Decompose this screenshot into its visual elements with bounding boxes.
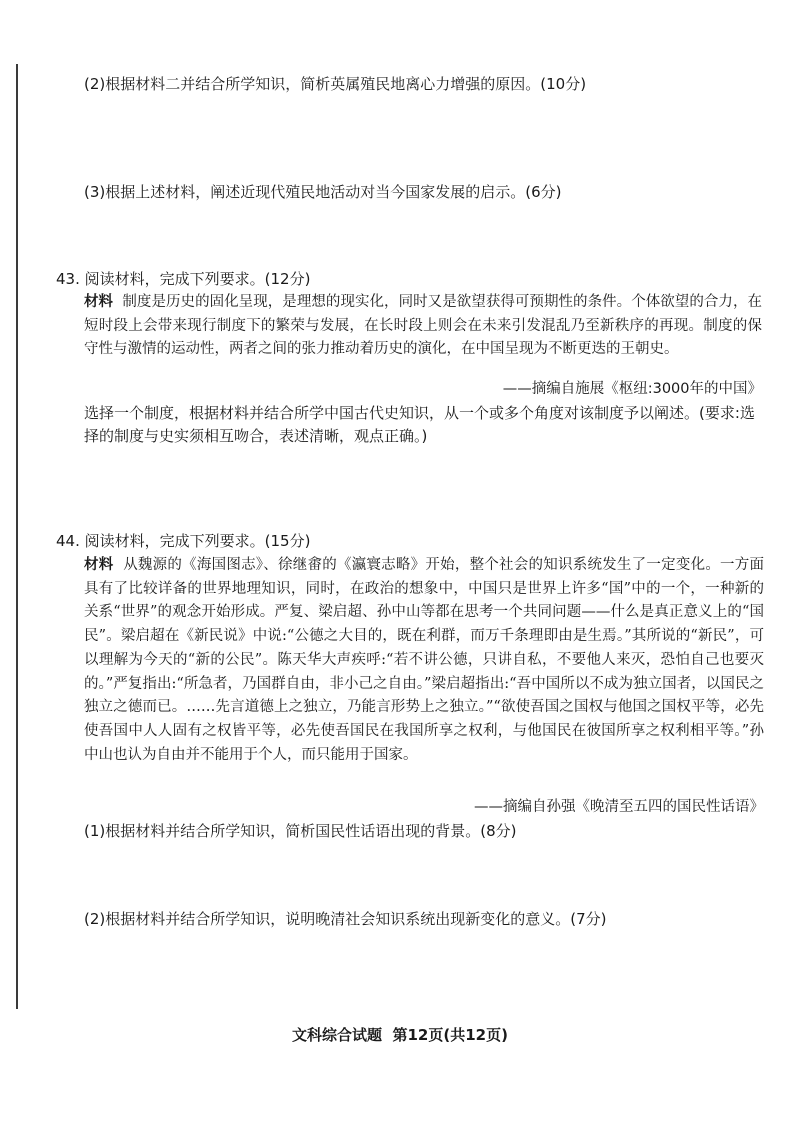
q44-material-label: 材料 xyxy=(84,557,114,573)
q43-material-label: 材料 xyxy=(84,294,114,310)
page-footer: 文科综合试题 第12页(共12页) xyxy=(292,1026,508,1044)
q42-sub2-prompt: (2)根据材料二并结合所学知识，简析英属殖民地离心力增强的原因。(10分) xyxy=(84,75,587,93)
q44-material xyxy=(84,554,764,767)
q43-task: 选择一个制度，根据材料并结合所学中国古代史知识，从一个或多个角度对该制度予以阐述。(要求:选择的制度与史实须相互吻合，表述清晰，观点正确。) xyxy=(84,404,755,445)
q42-sub3-prompt: (3)根据上述材料，阐述近现代殖民地活动对当今国家发展的启示。(6分) xyxy=(84,183,562,201)
q44-material-text: 从魏源的《海国图志》、徐继畬的《瀛寰志略》开始，整个社会的知识系统发生了一定变化。一方面具有了比较详备的世界地理知识，同时，在政治的想象中，中国只是世界上许多“国”中的一个，一种新的关系“世界”的观念开始形成。严复、梁启超、孙中山等都在思考一个共同问题——什么是真正意义上的“国民”。梁启超在《新民说》中说:“公德之大目的，既在利群，而万千条理即由是生焉。”其所说的“新民”，可以理解为今天的“新的公民”。陈天华大声疾呼:“若不讲公德，只讲自私，不要他人来灭，恐怕自己也要灭的。”严复指出:“所急者，乃国群自由，非小己之自由。”梁启超指出:“吾中国所以不成为独立国者，以国民之独立之德而已。……先言道德上之独立，乃能言形势上之独立。”“欲使吾国之国权与他国之国权平等，必先使吾国中人人固有之权皆平等，必先使吾国民在我国所享之权利，与他国民在彼国所享之权利相平等。”孙中山也认为自由并不能用于个人，而只能用于国家。 xyxy=(84,557,765,763)
q43-material xyxy=(84,291,762,362)
binding-margin-line xyxy=(16,64,18,1009)
q44-header: 44. 阅读材料，完成下列要求。(15分) xyxy=(56,532,311,550)
q43-header: 43. 阅读材料，完成下列要求。(12分) xyxy=(56,270,311,288)
q44-citation: ——摘编自孙强《晚清至五四的国民性话语》 xyxy=(474,799,764,815)
q44-sub2-prompt: (2)根据材料并结合所学知识，说明晚清社会知识系统出现新变化的意义。(7分) xyxy=(84,910,607,928)
q43-citation: ——摘编自施展《枢纽:3000年的中国》 xyxy=(502,381,762,397)
q44-sub1-prompt: (1)根据材料并结合所学知识，简析国民性话语出现的背景。(8分) xyxy=(84,822,517,840)
q43-material-text: 制度是历史的固化呈现，是理想的现实化，同时又是欲望获得可预期性的条件。个体欲望的合力，在短时段上会带来现行制度下的繁荣与发展，在长时段上则会在未来引发混乱乃至新秩序的再现。制度的保守性与激情的运动性，两者之间的张力推动着历史的演化，在中国呈现为不断更迭的王朝史。 xyxy=(84,294,763,358)
